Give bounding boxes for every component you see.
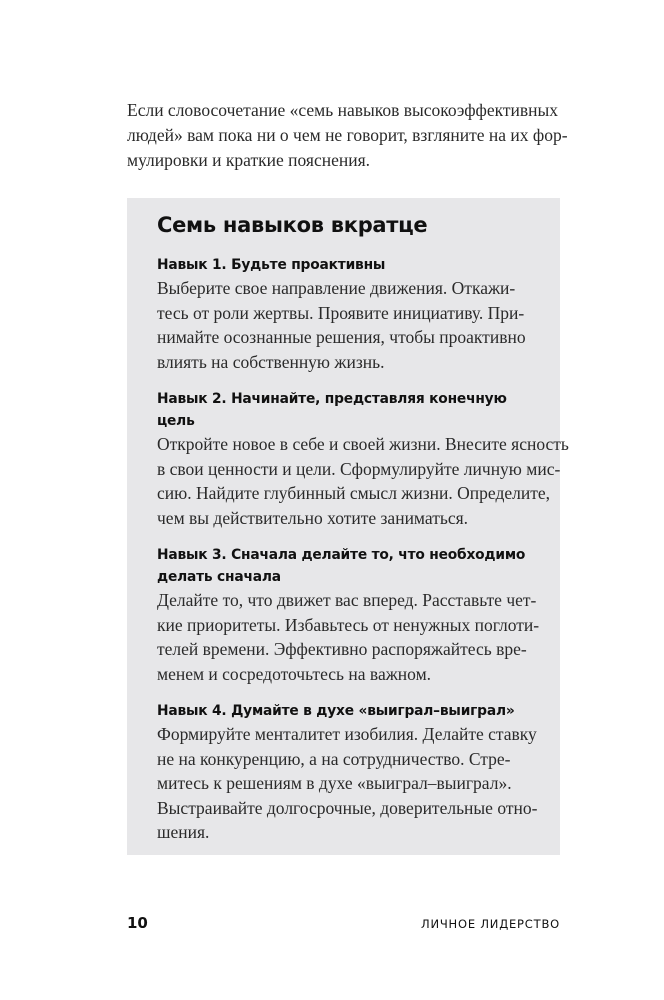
intro-line: мулировки и краткие пояснения. [127, 150, 371, 170]
box-title: Семь навыков вкратце [157, 213, 428, 237]
skill-heading: Навык 1. Будьте проактивны [157, 257, 386, 273]
skill-body-line: Делайте то, что движет вас вперед. Расставьте чет- [157, 590, 537, 610]
page-footer [127, 914, 560, 932]
skill-heading: Навык 2. Начинайте, представляя конечную [157, 391, 507, 407]
skill-heading: Навык 3. Сначала делайте то, что необходимо [157, 547, 526, 563]
skill-body-line: Откройте новое в себе и своей жизни. Внесите ясность [157, 434, 569, 454]
skill-body-line: Выстраивайте долгосрочные, доверительные отно- [157, 797, 538, 818]
page-number: 10 [127, 914, 148, 932]
skill-heading: Навык 4. Думайте в духе «выиграл–выиграл» [157, 703, 515, 719]
skill-body-line: не на конкуренцию, а на сотрудничество. Стре- [157, 748, 511, 769]
skill-body-line: менем и сосредоточьтесь на важном. [157, 663, 432, 684]
skill-heading: делать сначала [157, 569, 281, 585]
intro-paragraph [127, 98, 567, 173]
skill-3 [157, 544, 552, 686]
skill-body-line: телей времени. Эффективно распоряжайтесь вре- [157, 639, 527, 659]
skill-2 [157, 388, 569, 530]
skill-body-line: шения. [157, 822, 210, 842]
skill-heading: цель [157, 413, 195, 429]
skill-body-line: сию. Найдите глубинный смысл жизни. Определите, [157, 483, 550, 503]
skill-body-line: влиять на собственную жизнь. [157, 351, 385, 372]
skill-body-line: чем вы действительно хотите заниматься. [157, 507, 469, 528]
sidebar-box-seven-habits [127, 198, 569, 855]
intro-line: Если словосочетание «семь навыков высокоэффективных [127, 100, 559, 120]
skill-4 [157, 700, 552, 845]
skill-body-line: Выберите свое направление движения. Откажи- [157, 278, 516, 298]
skill-body-line: митесь к решениям в духе «выиграл–выиграл». [157, 773, 512, 793]
skill-body-line: в свои ценности и цели. Сформулируйте личную мис- [157, 458, 561, 479]
skill-body-line: Формируйте менталитет изобилия. Делайте ставку [157, 724, 537, 744]
skill-1 [157, 254, 552, 374]
intro-line: людей» вам пока ни о чем не говорит, взгляните на их фор- [127, 125, 568, 145]
skill-body-line: нимайте осознанные решения, чтобы проактивно [157, 327, 526, 347]
skill-body-line: тесь от роли жертвы. Проявите инициативу. При- [157, 302, 525, 323]
skill-body-line: кие приоритеты. Избавьтесь от ненужных поглоти- [157, 614, 540, 635]
running-title: ЛИЧНОЕ ЛИДЕРСТВО [421, 917, 560, 931]
